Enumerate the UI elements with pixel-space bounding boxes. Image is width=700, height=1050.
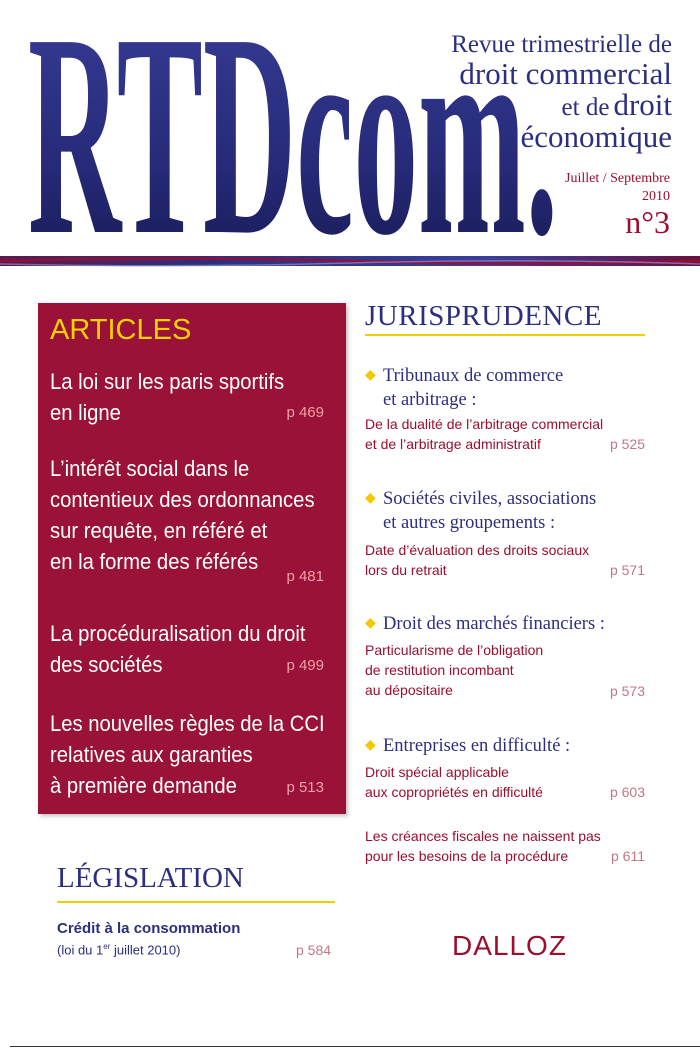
legislation-page: p 584 bbox=[296, 942, 332, 958]
diamond-bullet-icon: ◆ bbox=[365, 368, 376, 383]
article-title: L’intérêt social dans le contentieux des ordonnances sur requête, en référé et en la forme des référés bbox=[50, 456, 315, 574]
article-item[interactable] bbox=[50, 708, 340, 802]
logo-text: RTDcom. bbox=[28, 4, 558, 252]
article-item[interactable] bbox=[50, 618, 340, 682]
juris-page: p 571 bbox=[609, 562, 645, 578]
juris-entry[interactable]: Date d’évaluation des droits sociaux lors du retrait p 571 bbox=[365, 542, 645, 578]
juris-page: p 573 bbox=[609, 683, 645, 699]
article-page: p 513 bbox=[286, 779, 324, 796]
issue-year: 2010 bbox=[642, 188, 670, 204]
diamond-bullet-icon: ◆ bbox=[365, 738, 376, 753]
jurisprudence-heading: JURISPRUDENCE bbox=[365, 300, 602, 332]
juris-section-heading: ◆ Tribunaux de commerce et arbitrage : bbox=[365, 366, 564, 410]
juris-entry[interactable]: Droit spécial applicable aux copropriétés en difficulté p 603 bbox=[365, 764, 645, 800]
articles-heading: ARTICLES bbox=[50, 314, 192, 346]
subtitle-line-1: Revue trimestrielle de bbox=[451, 31, 672, 58]
issue-date bbox=[565, 170, 670, 205]
article-page: p 469 bbox=[286, 404, 324, 421]
article-title: La loi sur les paris sportifs en ligne bbox=[50, 369, 285, 425]
legislation-rule bbox=[57, 901, 335, 903]
article-item[interactable] bbox=[50, 366, 340, 430]
issue-number: n°3 bbox=[625, 204, 670, 240]
juris-section-heading: ◆ Droit des marchés financiers : bbox=[365, 614, 605, 634]
article-title: La procéduralisation du droit des sociétés bbox=[50, 621, 306, 677]
juris-page: p 525 bbox=[609, 436, 645, 452]
subtitle-line-2: droit commercial bbox=[459, 55, 672, 91]
article-title: Les nouvelles règles de la CCI relatives aux garanties à première demande bbox=[50, 711, 325, 798]
jurisprudence-rule bbox=[365, 334, 645, 336]
journal-subtitle bbox=[451, 32, 672, 152]
issue-period: Juillet / Septembre bbox=[565, 171, 670, 186]
masthead-stripe bbox=[0, 254, 700, 268]
article-item[interactable] bbox=[50, 453, 340, 585]
diamond-bullet-icon: ◆ bbox=[365, 491, 376, 506]
juris-section-heading: ◆ Sociétés civiles, associations et autres groupements : bbox=[365, 489, 597, 533]
juris-entry[interactable]: De la dualité de l’arbitrage commercial et de l’arbitrage administratif p 525 bbox=[365, 416, 645, 452]
bottom-border bbox=[10, 1046, 700, 1047]
juris-section-heading: ◆ Entreprises en difficulté : bbox=[365, 736, 571, 756]
legislation-note: (loi du 1er juillet 2010) bbox=[57, 942, 181, 958]
juris-page: p 611 bbox=[611, 848, 645, 864]
subtitle-line-3a: et de bbox=[561, 94, 610, 122]
juris-page: p 603 bbox=[609, 784, 645, 800]
juris-entry[interactable]: Particularisme de l’obligation de restitution incombant au dépositaire p 573 bbox=[365, 642, 645, 699]
legislation-heading: LÉGISLATION bbox=[57, 862, 244, 894]
juris-entry[interactable]: Les créances fiscales ne naissent pas pour les besoins de la procédure p 611 bbox=[365, 828, 645, 864]
diamond-bullet-icon: ◆ bbox=[365, 616, 376, 631]
article-page: p 499 bbox=[286, 657, 324, 674]
dalloz-logo: DALLOZ bbox=[452, 930, 567, 961]
article-page: p 481 bbox=[286, 568, 324, 585]
subtitle-line-4: économique bbox=[520, 118, 672, 154]
subtitle-line-3b: droit bbox=[613, 87, 672, 123]
legislation-item[interactable]: Crédit à la consommation bbox=[57, 920, 241, 937]
